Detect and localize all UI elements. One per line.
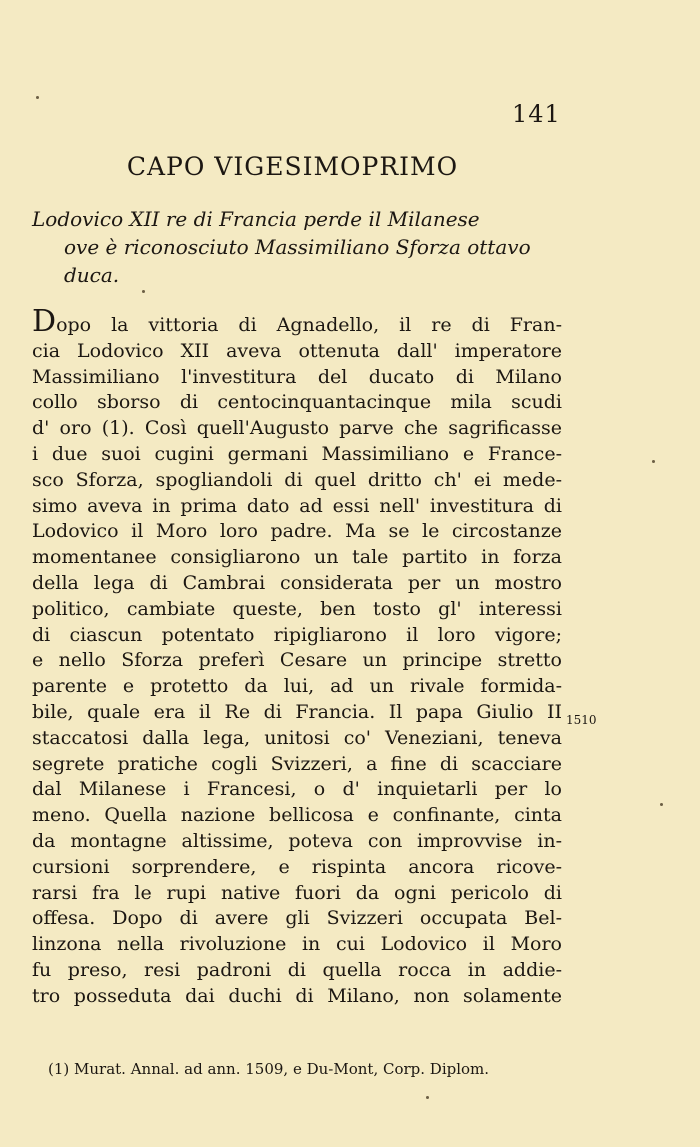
body-line: politico, cambiate queste, ben tosto gl' interessi xyxy=(32,597,562,620)
drop-initial: D xyxy=(32,304,57,339)
chapter-title: CAPO VIGESIMOPRIMO xyxy=(126,152,459,181)
body-line: rarsi fra le rupi native fuori da ogni pericolo di xyxy=(32,881,562,904)
summary-line: duca. xyxy=(64,263,120,287)
body-line: cia Lodovico XII aveva ottenuta dall' imperatore xyxy=(32,339,562,362)
body-line: simo aveva in prima dato ad essi nell' investitura di xyxy=(32,494,562,517)
body-line: da montagne altissime, poteva con improvvise in- xyxy=(32,829,562,852)
body-line: sco Sforza, spogliandoli di quel dritto ch' ei mede- xyxy=(32,468,562,491)
footnote: (1) Murat. Annal. ad ann. 1509, e Du-Mont, Corp. Diplom. xyxy=(48,1060,490,1078)
first-line-text: opo la vittoria di Agnadello, il re di Fran- xyxy=(56,314,562,336)
body-line: e nello Sforza preferì Cesare un principe stretto xyxy=(32,649,562,672)
body-line: linzona nella rivoluzione in cui Lodovico il Moro xyxy=(32,933,562,956)
chapter-summary xyxy=(32,205,562,289)
body-line: dal Milanese i Francesi, o d' inquietarli per lo xyxy=(32,778,562,801)
body-line: i due suoi cugini germani Massimiliano e France- xyxy=(32,442,562,465)
body-line: offesa. Dopo di avere gli Svizzeri occupata Bel- xyxy=(32,907,562,930)
paper-speck xyxy=(660,803,663,806)
body-line: staccatosi dalla lega, unitosi co' Veneziani, teneva xyxy=(32,726,562,749)
body-line: fu preso, resi padroni di quella rocca in addie- xyxy=(32,958,562,981)
paper-speck xyxy=(426,1096,429,1099)
body-line: d' oro (1). Così quell'Augusto parve che sagrificasse xyxy=(32,417,562,440)
body-line: Lodovico il Moro loro padre. Ma se le circostanze xyxy=(32,520,562,543)
paper-speck xyxy=(142,290,145,293)
body-line: tro posseduta dai duchi di Milano, non solamente xyxy=(32,984,562,1007)
body-line: meno. Quella nazione bellicosa e confinante, cinta xyxy=(32,804,562,827)
page-number: 141 xyxy=(512,100,561,128)
body-line: segrete pratiche cogli Svizzeri, a fine di scacciare xyxy=(32,752,562,775)
summary-line: Lodovico XII re di Francia perde il Milanese xyxy=(32,207,480,231)
margin-year: 1510 xyxy=(566,713,597,727)
body-line: cursioni sorprendere, e rispinta ancora ricove- xyxy=(32,855,562,878)
paper-speck xyxy=(36,96,39,99)
body-line: collo sborso di centocinquantacinque mila scudi xyxy=(32,391,562,414)
body-line: momentanee consigliarono un tale partito in forza xyxy=(32,546,562,569)
paper-speck xyxy=(652,460,655,463)
body-line: Massimiliano l'investitura del ducato di Milano xyxy=(32,365,562,388)
body-line: della lega di Cambrai considerata per un mostro xyxy=(32,571,562,594)
summary-line: ove è riconosciuto Massimiliano Sforza ottavo xyxy=(64,235,531,259)
body-line: parente e protetto da lui, ad un rivale formida- xyxy=(32,675,562,698)
body-line xyxy=(32,304,562,339)
body-line: di ciascun potentato ripigliarono il loro vigore; xyxy=(32,623,562,646)
body-line: bile, quale era il Re di Francia. Il papa Giulio II xyxy=(32,700,562,723)
body-text xyxy=(32,304,562,1010)
